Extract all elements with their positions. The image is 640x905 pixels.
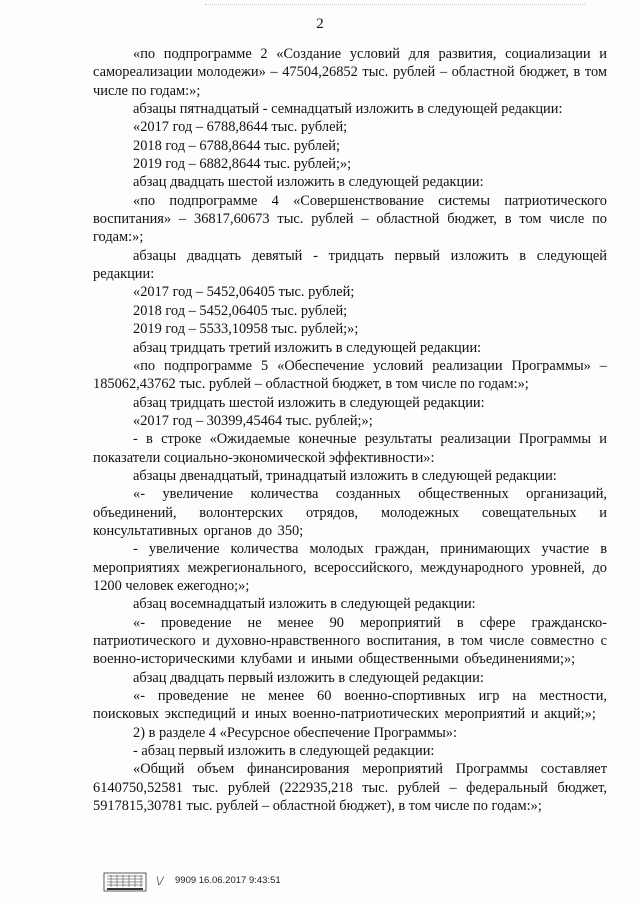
- paragraph: 2) в разделе 4 «Ресурсное обеспечение Программы»:: [133, 724, 457, 741]
- paragraph: 2019 год – 6882,8644 тыс. рублей;»;: [133, 156, 352, 173]
- document-footer: [103, 870, 423, 892]
- paragraph: абзацы пятнадцатый - семнадцатый изложить в следующей редакции:: [133, 101, 563, 118]
- paragraph: абзац двадцать шестой изложить в следующей редакции:: [133, 174, 484, 191]
- paragraph: «2017 год – 5452,06405 тыс. рублей;: [133, 284, 355, 301]
- paragraph: «2017 год – 30399,45464 тыс. рублей;»;: [133, 412, 373, 429]
- scan-top-marks: [205, 4, 585, 7]
- footer-signature-mark: \/: [156, 873, 164, 888]
- paragraph: 2019 год – 5533,10958 тыс. рублей;»;: [133, 321, 359, 338]
- paragraph: «по подпрограмме 5 «Обеспечение условий реализации Программы» – 185062,43762 тыс. рублей – областной бюджет, в том числе по годам:»;: [93, 357, 607, 393]
- paragraph: абзацы двадцать девятый - тридцать первый изложить в следующей редакции:: [93, 247, 607, 283]
- paragraph: - абзац первый изложить в следующей редакции:: [133, 743, 435, 760]
- page-number: 2: [316, 16, 324, 32]
- paragraph: «- увеличение количества созданных общественных организаций, объединений, волонтерских отрядов, молодежных совещательных и консультативных органов до 350;: [93, 486, 607, 539]
- paragraph: абзац восемнадцатый изложить в следующей редакции:: [133, 596, 476, 613]
- paragraph: абзац тридцать шестой изложить в следующей редакции:: [133, 394, 485, 411]
- footer-registration-code: 9909 16.06.2017 9:43:51: [175, 875, 281, 886]
- paragraph: «по подпрограмме 2 «Создание условий для развития, социализации и самореализации молодежи» – 47504,26852 тыс. рублей – областной бюджет, в том числе по годам:»;: [93, 46, 607, 99]
- paragraph: абзац двадцать первый изложить в следующей редакции:: [133, 669, 484, 686]
- paragraph: 2018 год – 5452,06405 тыс. рублей;: [133, 302, 348, 319]
- paragraph: - в строке «Ожидаемые конечные результаты реализации Программы и показатели социально-экономической эффективности»:: [93, 431, 607, 466]
- paragraph: «2017 год – 6788,8644 тыс. рублей;: [133, 119, 348, 136]
- paragraph: «Общий объем финансирования мероприятий Программы составляет 6140750,52581 тыс. рублей (222935,218 тыс. рублей – федеральный бюджет, 5917815,30781 тыс. рублей – областной бюджет), в том числе по годам:»;: [93, 761, 607, 815]
- paragraph: 2018 год – 6788,8644 тыс. рублей;: [133, 137, 340, 154]
- paragraph: абзац тридцать третий изложить в следующей редакции:: [133, 339, 482, 356]
- paragraph: «- проведение не менее 60 военно-спортивных игр на местности, поисковых экспедиций и иных военно-патриотических мероприятий и акций;»;: [93, 688, 607, 723]
- paragraph: абзацы двенадцатый, тринадцатый изложить в следующей редакции:: [133, 467, 557, 484]
- document-body: [93, 45, 607, 815]
- paragraph: «по подпрограмме 4 «Совершенствование системы патриотического воспитания» – 36817,60673 тыс. рублей – областной бюджет, в том числе по годам:»;: [93, 192, 607, 246]
- paragraph: «- проведение не менее 90 мероприятий в сфере гражданско-патриотического и духовно-нравственного воспитания, в том числе совместно с военно-историческими клубами и иными общественными объединениями;»;: [93, 614, 607, 668]
- paragraph: - увеличение количества молодых граждан, принимающих участие в мероприятиях межрегионального, всероссийского, международного уровней, до 1200 человек ежегодно;»;: [93, 541, 607, 594]
- registry-building-logo: [103, 870, 147, 892]
